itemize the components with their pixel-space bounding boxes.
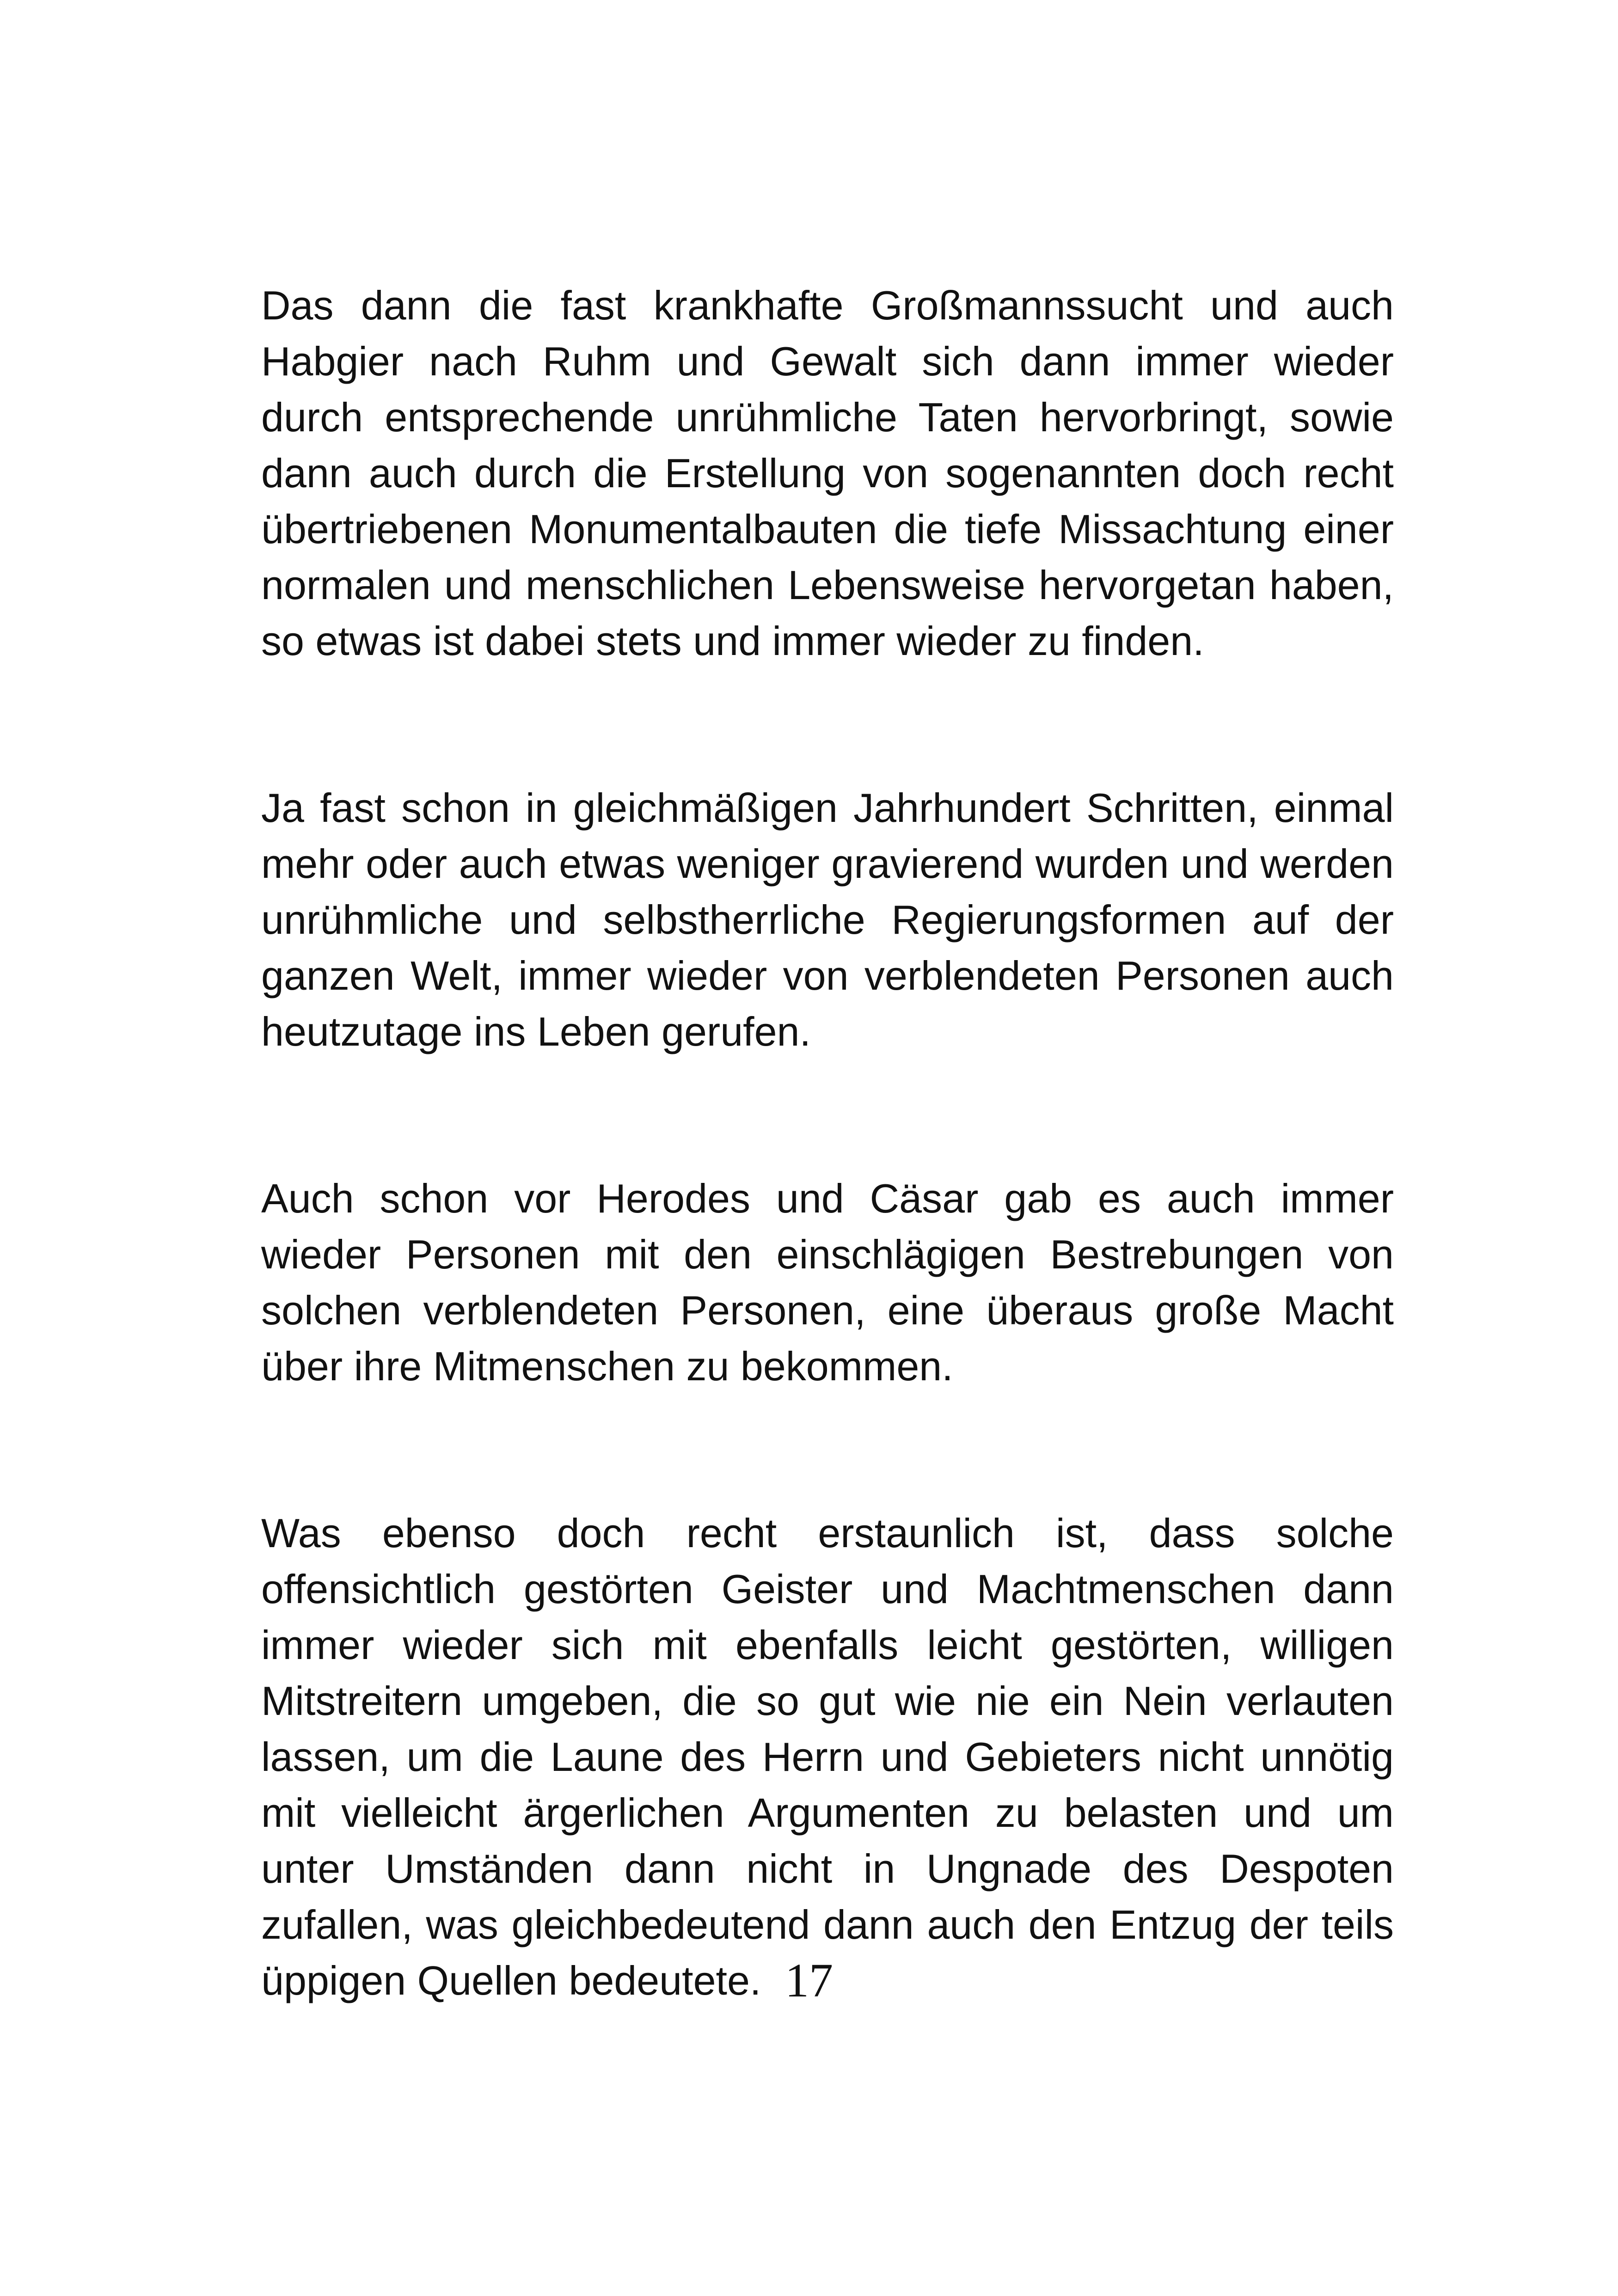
paragraph-3: Auch schon vor Herodes und Cäsar gab es auch immer wieder Personen mit den einschlägigen Bestrebungen von solchen verblendeten Personen, eine überaus große Macht über ihre Mitmenschen zu bekommen. bbox=[261, 1176, 1394, 1389]
paragraph-2: Ja fast schon in gleichmäßigen Jahrhundert Schritten, einmal mehr oder auch etwas weniger gravierend wurden und werden unrühmliche und selbstherrliche Regierungsformen auf der ganzen Welt, immer wieder von verblendeten Personen auch heutzutage ins Leben gerufen. bbox=[261, 785, 1394, 1054]
paragraph-1: Das dann die fast krankhafte Großmannssucht und auch Habgier nach Ruhm und Gewalt sich dann immer wieder durch entsprechende unrühmliche Taten hervorbringt, sowie dann auch durch die Erstellung von sogenannten doch recht übertriebenen Monumentalbauten die tiefe Missachtung einer normalen und menschlichen Lebensweise hervorgetan haben, so etwas ist dabei stets und immer wieder zu finden. bbox=[261, 282, 1394, 664]
page-number: 17 bbox=[785, 1954, 833, 2007]
paragraph-4: Was ebenso doch recht erstaunlich ist, dass solche offensichtlich gestörten Geister und Machtmenschen dann immer wieder sich mit ebenfalls leicht gestörten, willigen Mitstreitern umgeben, die so gut wie nie ein Nein verlauten lassen, um die Laune des Herrn und Gebieters nicht unnötig mit vielleicht ärgerlichen Argumenten zu belasten und um unter Umständen dann nicht in Ungnade des Despoten zufallen, was gleichbedeutend dann auch den Entzug der teils üppigen Quellen bedeutete. bbox=[261, 1510, 1394, 2003]
body-text bbox=[261, 277, 1394, 2008]
